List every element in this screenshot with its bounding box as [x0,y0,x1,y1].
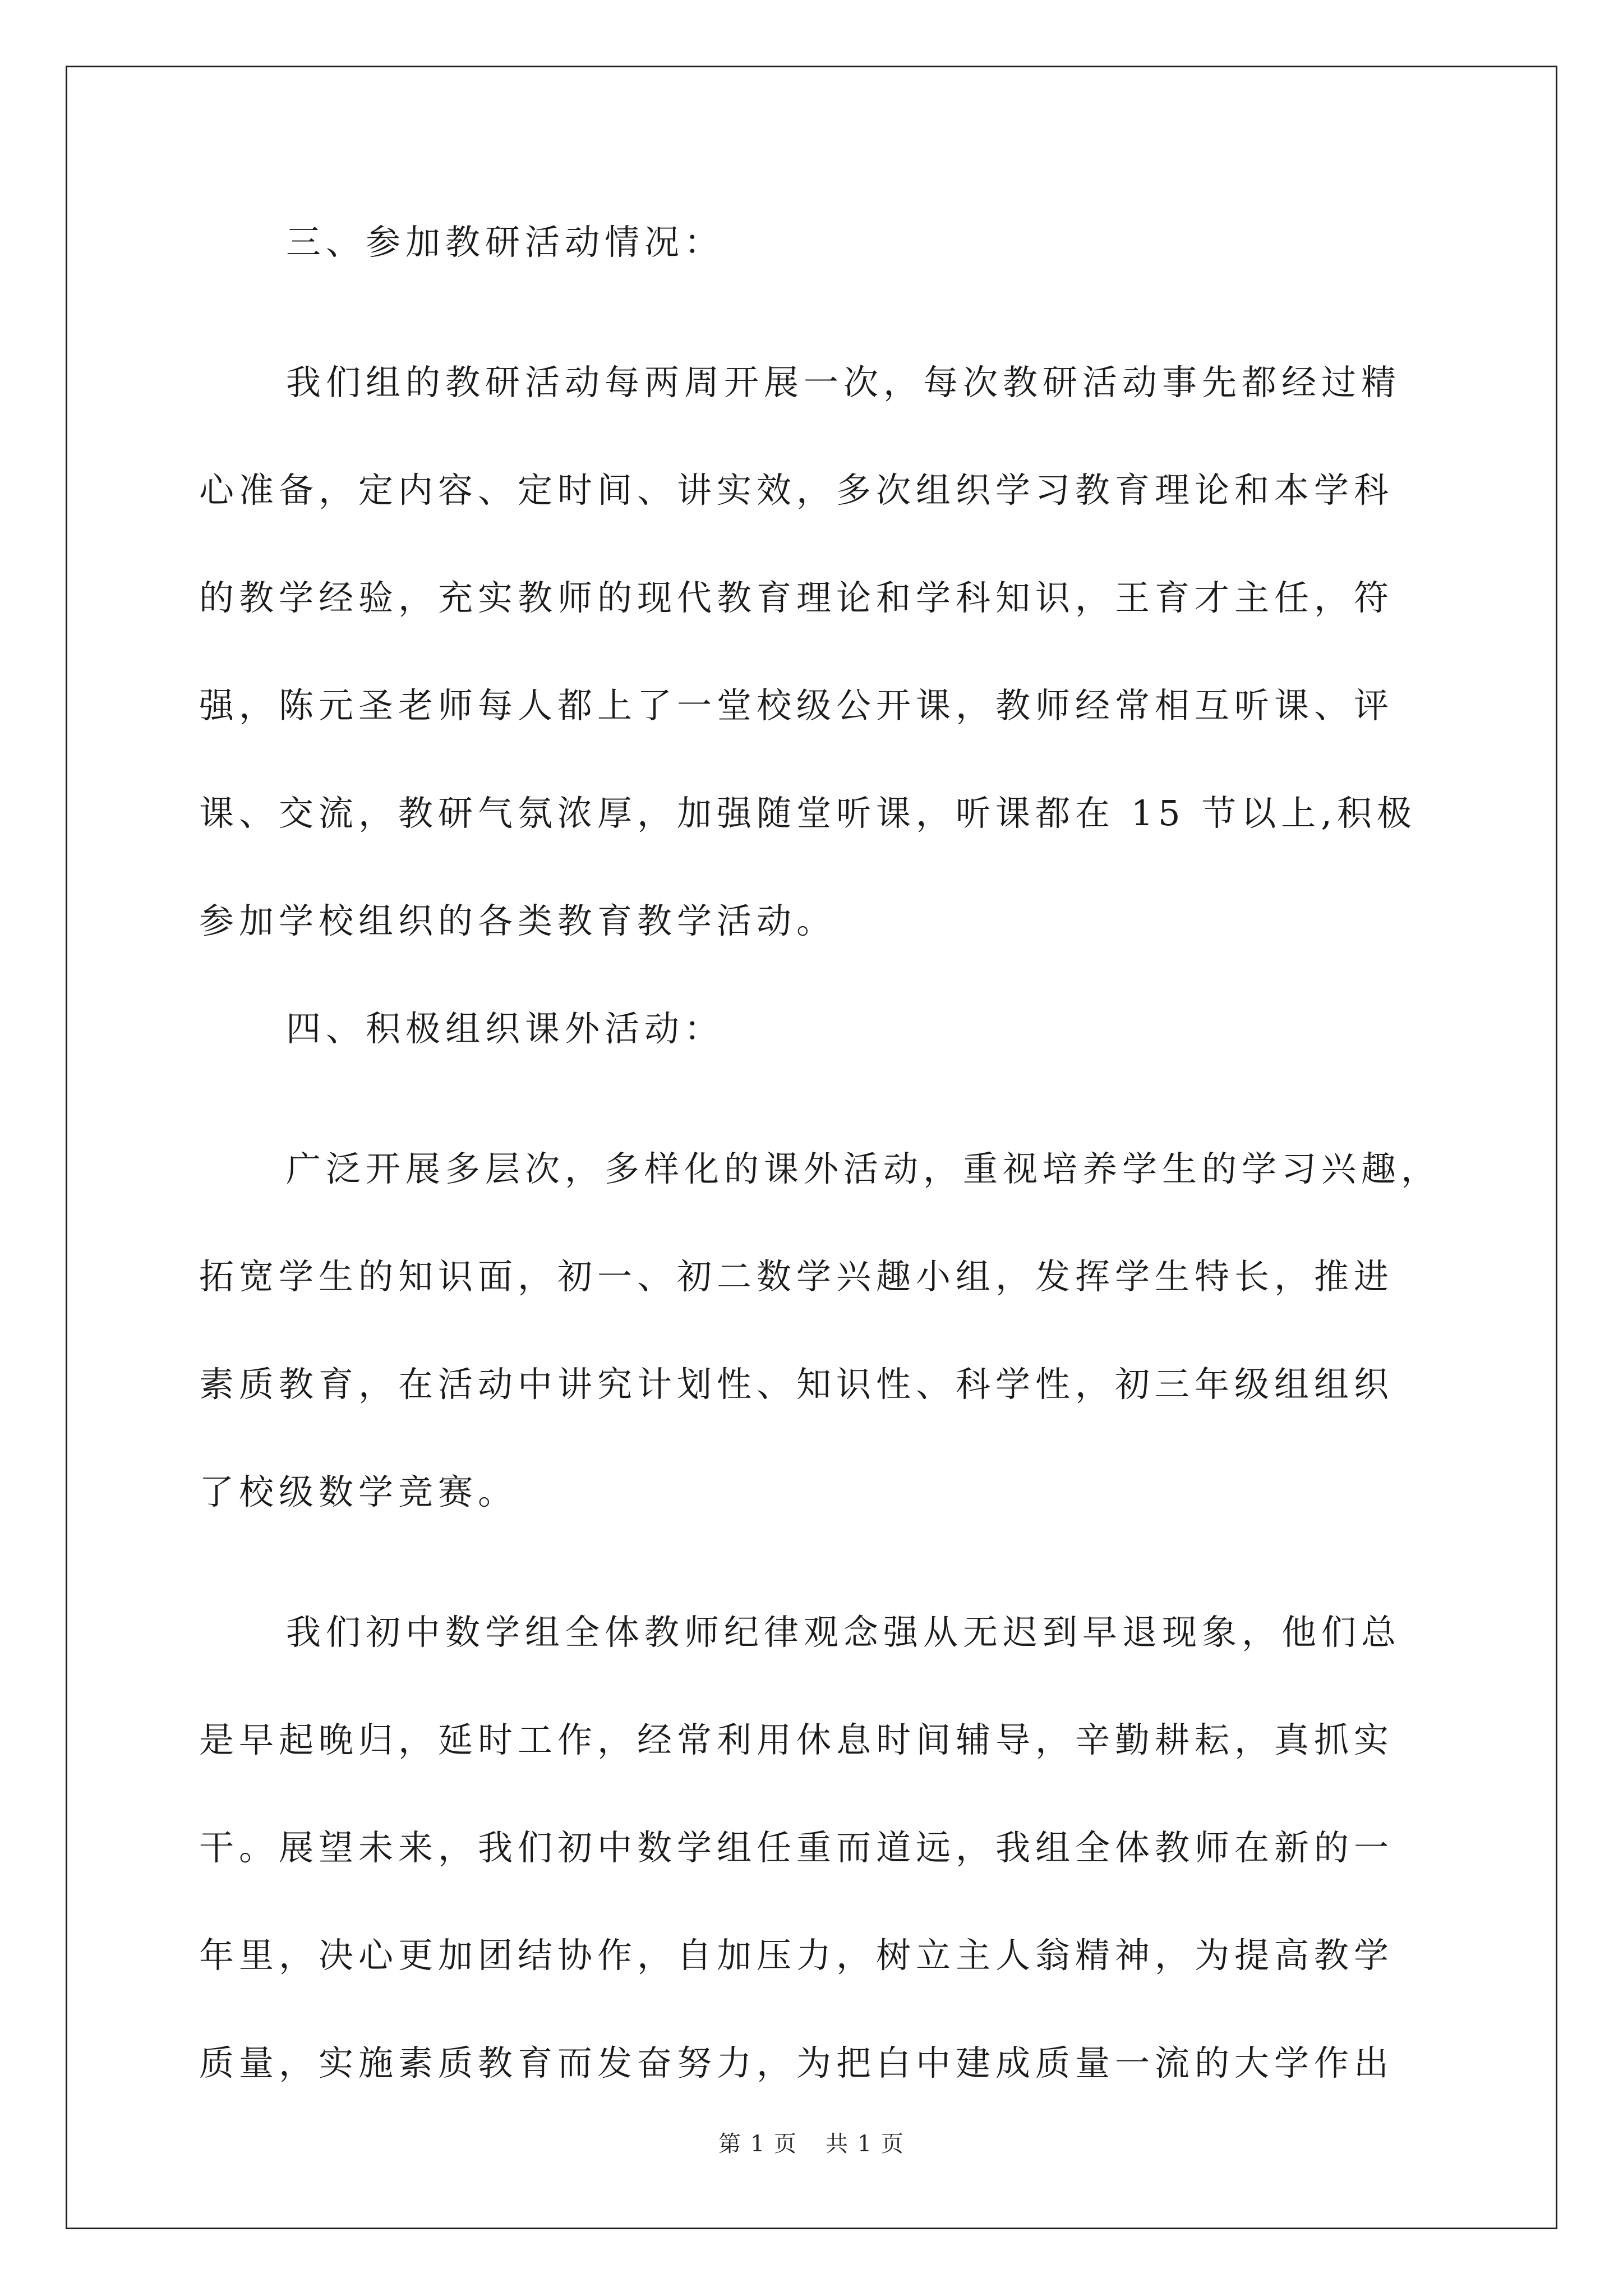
section-heading-4: 四、积极组织课外活动： [286,1008,725,1049]
paragraph-line: 是早起晚归，延时工作，经常利用休息时间辅导，辛勤耕耘，真抓实 [199,1719,1394,1760]
paragraph-line: 拓宽学生的知识面，初一、初二数学兴趣小组，发挥学生特长，推进 [199,1256,1394,1297]
paragraph-line: 我们初中数学组全体教师纪律观念强从无迟到早退现象，他们总 [286,1612,1401,1653]
page-number-total: 共 1 页 [826,2131,905,2157]
paragraph-line: 的教学经验，充实教师的现代教育理论和学科知识，王育才主任，符 [199,577,1394,618]
paragraph-5 [199,1599,1430,2137]
page-number-current: 第 1 页 [718,2131,797,2157]
paragraph-4 [199,1135,1441,1599]
section-heading-3: 三、参加教研活动情况： [286,222,725,263]
paragraph-line: 参加学校组织的各类教育教学活动。 [199,900,837,941]
paragraph-line: 年里，决心更加团结协作，自加压力，树立主人翁精神，为提高教学 [199,1935,1394,1976]
paragraph-line: 了校级数学竞赛。 [199,1471,518,1512]
paragraph-line: 我们组的教研活动每两周开展一次，每次教研活动事先都经过精 [286,362,1401,403]
paragraph-line: 质量，实施素质教育而发奋努力，为把白中建成质量一流的大学作出 [199,2042,1394,2083]
paragraph-line: 广泛开展多层次，多样化的课外活动，重视培养学生的学习兴趣， [286,1148,1441,1189]
paragraph-line: 强，陈元圣老师每人都上了一堂校级公开课，教师经常相互听课、评 [199,685,1394,726]
paragraph-line: 课、交流，教研气氛浓厚，加强随堂听课，听课都在 15 节以上,积极 [199,793,1417,834]
paragraph-line: 干。展望未来，我们初中数学组任重而道远，我组全体教师在新的一 [199,1827,1394,1868]
paragraph-line: 心准备，定内容、定时间、讲实效，多次组织学习教育理论和本学科 [199,470,1394,510]
document-body [199,209,1441,2137]
paragraph-line: 素质教育，在活动中讲究计划性、知识性、科学性，初三年级组组织 [199,1364,1394,1405]
page-footer [0,2126,1623,2158]
paragraph-3 [199,349,1430,995]
